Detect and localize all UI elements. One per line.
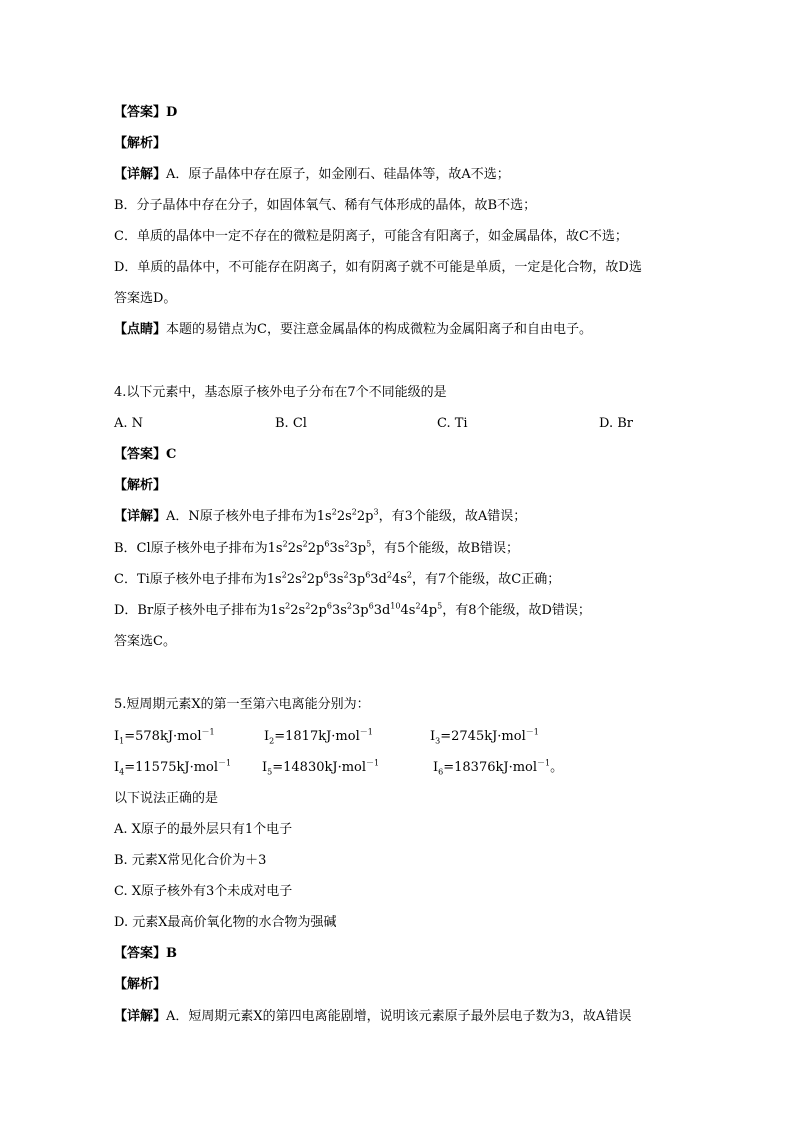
q4-choose: 答案选C。 (114, 634, 176, 649)
q4-option-d: D. Br (599, 416, 633, 431)
q4-option-b: B. Cl (275, 416, 307, 431)
q3-choose: 答案选D。 (114, 291, 177, 306)
q3-analysis-heading: 【解析】 (114, 136, 167, 151)
q5-energy-3: $I_3=2745kJ\cdot mol^{-1}$ (430, 727, 539, 746)
q5-detail-a: 【详解】A．短周期元素X的第四电离能剧增，说明该元素原子最外层电子数为3，故A错误 (114, 1009, 632, 1024)
q5-energy-2: $I_2=1817kJ\cdot mol^{-1}$ (264, 727, 373, 746)
q5-answer: 【答案】B (114, 946, 177, 961)
q3-detail-d: D．单质的晶体中，不可能存在阴离子，如有阴离子就不可能是单质，一定是化合物，故D选 (114, 260, 642, 275)
q4-option-c: C. Ti (437, 416, 468, 431)
q5-prompt: 以下说法正确的是 (114, 791, 219, 806)
q5-option-a: A. X原子的最外层只有1个电子 (114, 822, 293, 837)
q4-stem: 4.以下元素中，基态原子核外电子分布在7个不同能级的是 (114, 385, 447, 400)
q3-detail-a: 【详解】A．原子晶体中存在原子，如金刚石、硅晶体等，故A不选； (114, 167, 510, 182)
q3-detail-b: B．分子晶体中存在分子，如固体氧气、稀有气体形成的晶体，故B不选； (114, 198, 537, 213)
q4-answer: 【答案】C (114, 447, 177, 462)
q4-analysis-heading: 【解析】 (114, 478, 167, 493)
q3-note: 【点睛】本题的易错点为C，要注意金属晶体的构成微粒为金属阳离子和自由电子。 (114, 322, 592, 337)
q5-energy-6: $I_6=18376kJ\cdot mol^{-1}$。 (433, 758, 564, 777)
q5-option-b: B. 元素X常见化合价为＋3 (114, 853, 267, 868)
q3-answer: 【答案】D (114, 105, 178, 120)
q4-detail-c: C．Ti原子核外电子排布为$1s^22s^22p^63s^23p^63d^24s^2$，有7个能级，故C正确； (114, 570, 561, 587)
q3-detail-c: C．单质的晶体中一定不存在的微粒是阴离子，可能含有阳离子，如金属晶体，故C不选； (114, 229, 628, 244)
q5-energy-5: $I_5=14830kJ\cdot mol^{-1}$ (262, 758, 380, 777)
q4-detail-d: D．Br原子核外电子排布为$1s^22s^22p^63s^23p^63d^{10}4s^24p^5$，有8个能级，故D错误； (114, 601, 591, 618)
q4-detail-a: 【详解】A．N原子核外电子排布为$1s^22s^22p^3$，有3个能级，故A错误； (114, 507, 527, 524)
q5-stem: 5.短周期元素X的第一至第六电离能分别为： (114, 697, 370, 712)
q5-option-d: D. 元素X最高价氧化物的水合物为强碱 (114, 915, 337, 930)
q5-energy-4: $I_4=11575kJ\cdot mol^{-1}$ (114, 758, 232, 777)
q4-detail-b: B．Cl原子核外电子排布为$1s^22s^22p^63s^23p^5$，有5个能级，故B错误； (114, 539, 519, 556)
q4-option-a: A. N (114, 416, 144, 431)
q5-option-c: C. X原子核外有3个未成对电子 (114, 884, 293, 899)
q5-energy-1: $I_1=578kJ\cdot mol^{-1}$ (114, 727, 215, 746)
q5-analysis-heading: 【解析】 (114, 977, 167, 992)
